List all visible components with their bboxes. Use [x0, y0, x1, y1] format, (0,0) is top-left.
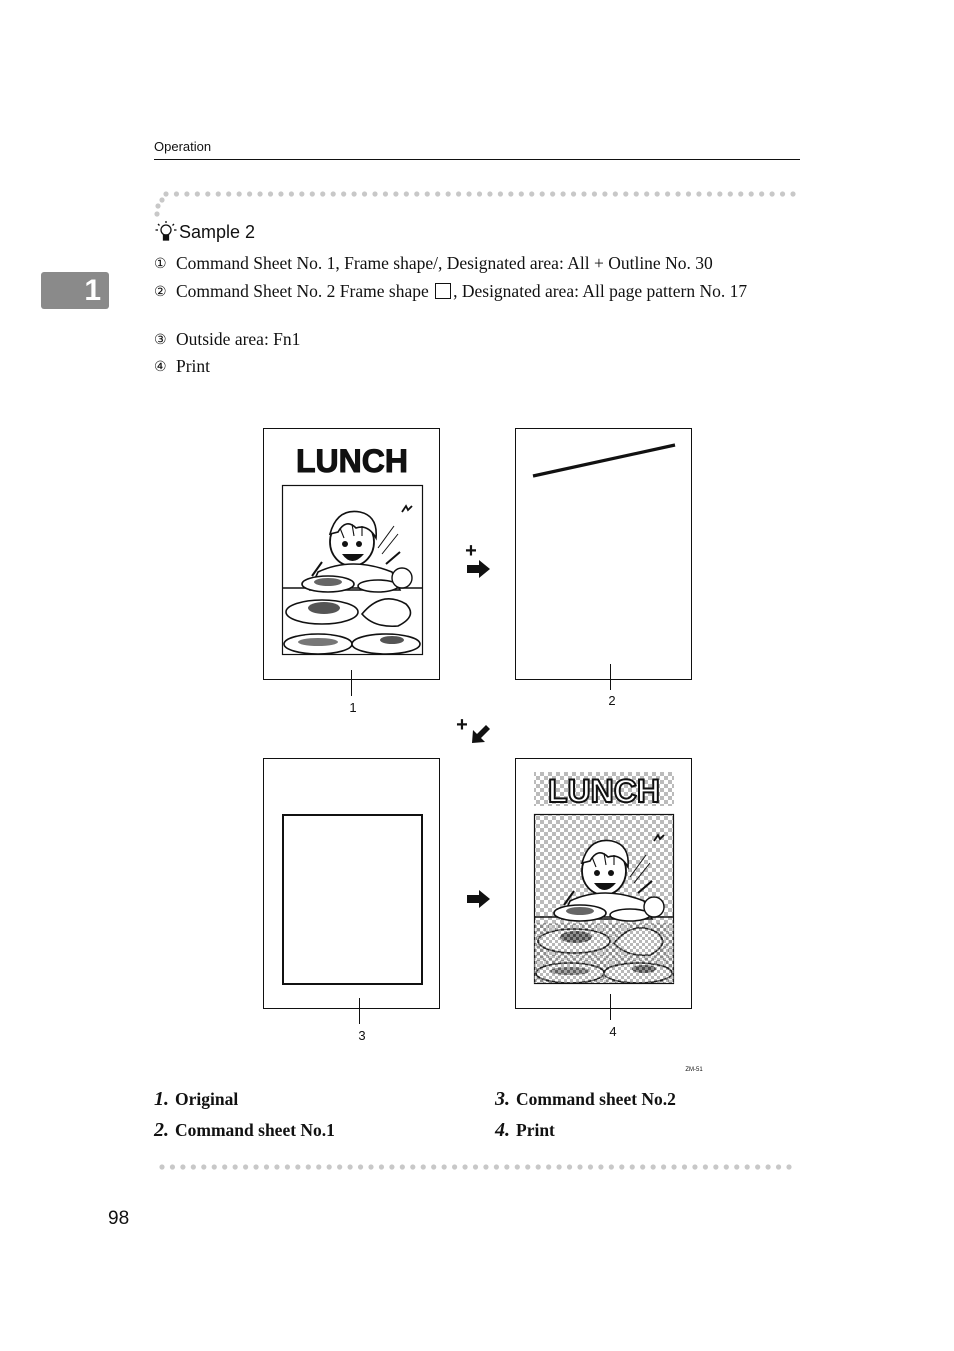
callout-1: 1 [349, 700, 357, 715]
page-number: 98 [108, 1208, 130, 1229]
running-header: Operation [154, 139, 212, 154]
figure-code: ZM-51 [685, 1067, 703, 1073]
caption-number: 3. [495, 1088, 510, 1110]
caption-label: Original [175, 1089, 239, 1109]
caption-1 [154, 1088, 238, 1111]
step-number: ③ [154, 333, 167, 348]
caption-number: 1. [154, 1088, 169, 1110]
step-text: Print [176, 356, 211, 376]
lunch-heading: LUNCH [296, 443, 408, 479]
plus-arrow-1 [465, 540, 490, 578]
plus-arrow-2 [456, 714, 490, 743]
command-sheet-1 [516, 429, 692, 680]
caption-label: Command sheet No.2 [516, 1089, 676, 1109]
step-number: ② [154, 285, 167, 300]
frame-shape [283, 815, 422, 984]
callout-2: 2 [608, 693, 616, 708]
step-text: Command Sheet No. 1, Frame shape/, Designated area: All + Outline No. 30 [176, 253, 713, 273]
step-text: Outside area: Fn1 [176, 329, 301, 349]
caption-label: Print [516, 1120, 555, 1140]
step-text-before: Command Sheet No. 2 Frame shape [176, 281, 434, 301]
chapter-tab: 1 [41, 272, 109, 309]
lunch-heading-outlined: LUNCH [548, 773, 660, 809]
step-number: ④ [154, 360, 167, 375]
arrow-3 [467, 890, 490, 908]
caption-2 [154, 1119, 335, 1142]
svg-text:+: + [456, 714, 468, 736]
caption-number: 2. [154, 1119, 169, 1141]
step-number: ① [154, 257, 167, 272]
sample-title: Sample 2 [179, 221, 256, 242]
caption-3 [495, 1088, 676, 1111]
svg-text:+: + [465, 540, 477, 562]
caption-4 [495, 1119, 555, 1142]
callout-3: 3 [358, 1028, 366, 1043]
dotted-rule-bottom [154, 1163, 800, 1171]
step-text-after: , Designated area: All page pattern No. 17 [453, 281, 748, 301]
callout-4: 4 [609, 1024, 617, 1039]
caption-label: Command sheet No.1 [175, 1120, 335, 1140]
caption-number: 4. [495, 1119, 510, 1141]
